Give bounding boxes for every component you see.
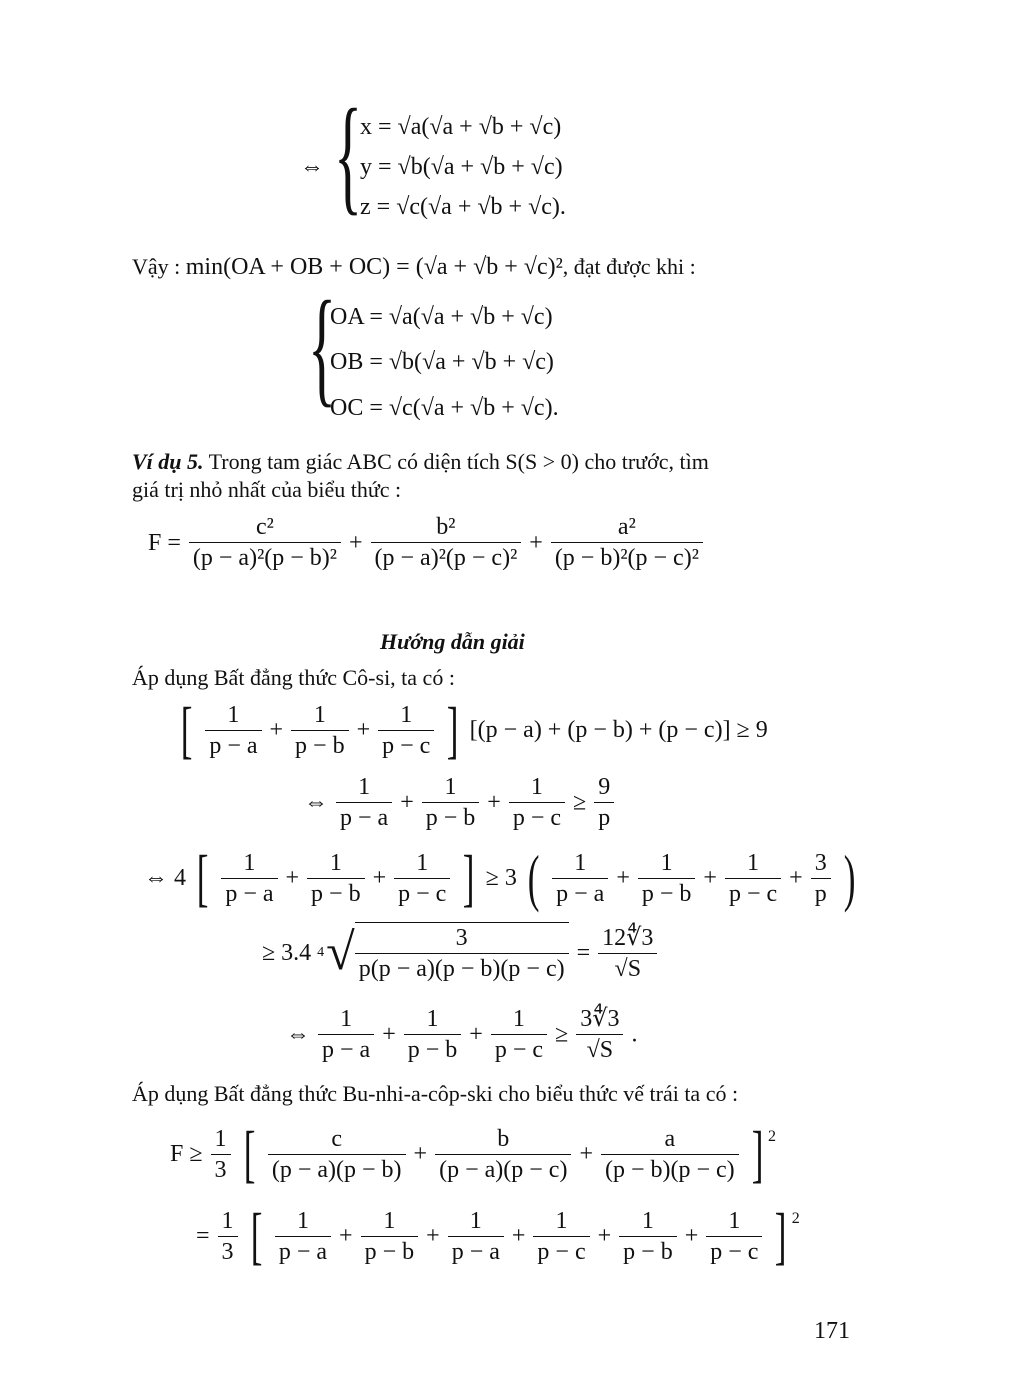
frac-num: 1	[307, 848, 365, 879]
frac-den: p − c	[537, 1238, 586, 1265]
frac-num: 3	[811, 848, 831, 879]
frac-1-pb	[638, 848, 696, 909]
frac-12-root3	[598, 923, 657, 984]
equivalence-arrow: ⇔	[286, 1021, 310, 1048]
frac-den: p − c	[710, 1238, 759, 1265]
frac-num: 1	[361, 1206, 419, 1237]
frac-3-p	[811, 848, 831, 909]
plus-sign: +	[348, 529, 363, 556]
f-term-3	[551, 512, 703, 573]
f-lhs: F =	[148, 529, 181, 556]
frac-den: p − b	[407, 1037, 458, 1063]
frac-num: 1	[394, 848, 450, 879]
frac-num: 1	[205, 700, 261, 731]
geq-sign: ≥	[573, 789, 587, 816]
frac-num: 1	[706, 1206, 762, 1237]
frac-num: 1	[448, 1206, 504, 1237]
frac-num: 1	[211, 1124, 231, 1155]
apply-bunyakovsky: Áp dụng Bất đẳng thức Bu-nhi-a-côp-ski cho biểu thức vế trái ta có :	[132, 1081, 739, 1106]
frac-1-pc	[378, 700, 434, 761]
f-term-1	[189, 512, 341, 573]
frac-den: p − a	[451, 1238, 500, 1265]
frac-1-pa	[205, 700, 261, 761]
frac-1-pb	[307, 848, 365, 909]
frac-den: (p − a)(p − c)	[439, 1156, 568, 1183]
term-4	[533, 1206, 589, 1267]
equivalence-arrow: ⇔	[304, 789, 328, 816]
plus-sign: +	[469, 1021, 483, 1048]
frac-1-pa	[318, 1004, 374, 1065]
plus-sign: +	[789, 865, 803, 891]
frac-num: 3	[355, 923, 569, 954]
system2-line-3: OC = √c(√a + √b + √c).	[330, 395, 559, 421]
ineq3-lhs: ⇔ 4	[144, 865, 186, 891]
frac-den: p − c	[512, 805, 562, 831]
example-label: Ví dụ 5.	[132, 449, 204, 474]
conclusion-formula: min(OA + OB + OC) = (√a + √b + √c)²	[185, 254, 563, 280]
plus-sign: +	[372, 865, 387, 891]
frac-den: √S	[586, 1037, 614, 1063]
frac-den: p − b	[623, 1238, 673, 1265]
example-line-1	[132, 448, 709, 476]
coef-one-third	[211, 1124, 231, 1185]
frac-num: a	[601, 1124, 739, 1155]
conclusion-suffix: , đạt được khi :	[562, 254, 696, 279]
f-term-1-den: (p − a)²(p − b)²	[192, 545, 337, 571]
left-paren: (	[527, 842, 540, 913]
inequality-5	[286, 1004, 637, 1065]
frac-1-pa	[221, 848, 277, 909]
geq-sign: ≥	[555, 1021, 569, 1048]
frac-den: √S	[614, 955, 642, 982]
term-1	[275, 1206, 331, 1267]
system2-line-2: OB = √b(√a + √b + √c)	[330, 349, 554, 375]
frac-num: 1	[378, 700, 434, 731]
frac-num: 1	[404, 1004, 462, 1035]
frac-den: p	[814, 880, 827, 907]
frac-den: p − b	[364, 1238, 415, 1265]
frac-den: p − b	[295, 732, 345, 759]
inequality-1-rest: [(p − a) + (p − b) + (p − c)] ≥ 9	[469, 717, 768, 743]
right-bracket: ]	[751, 1118, 764, 1189]
frac-num: 1	[509, 772, 565, 803]
frac-den: p − a	[556, 880, 605, 907]
inequality-3	[144, 842, 860, 913]
frac-1-pa	[552, 848, 608, 909]
radical-sign: √	[326, 924, 355, 981]
frac-1-pc	[491, 1004, 547, 1065]
frac-3-root3	[576, 1004, 623, 1065]
frac-num: 1	[552, 848, 608, 879]
equals-sign: =	[576, 940, 591, 966]
example-line-2: giá trị nhỏ nhất của biểu thức :	[132, 477, 402, 502]
plus-sign: +	[285, 865, 300, 891]
f-term-3-den: (p − b)²(p − c)²	[554, 545, 699, 571]
frac-num: 1	[638, 848, 696, 879]
system2-line-1: OA = √a(√a + √b + √c)	[330, 304, 553, 330]
left-brace-2: {	[308, 275, 337, 419]
ineq3-mid: ≥ 3	[485, 865, 517, 891]
frac-den: p	[598, 805, 611, 831]
coef-one-third	[218, 1206, 238, 1267]
ineq7-lhs: =	[196, 1223, 210, 1249]
frac-1-pc	[394, 848, 450, 909]
term-3	[448, 1206, 504, 1267]
ineq6-lhs: F ≥	[170, 1141, 203, 1167]
frac-num: 1	[291, 700, 349, 731]
plus-sign: +	[269, 717, 284, 743]
frac-num: 1	[336, 772, 392, 803]
left-bracket: [	[243, 1118, 256, 1189]
conclusion-prefix: Vậy :	[132, 254, 186, 279]
frac-den: (p − b)(p − c)	[604, 1156, 735, 1183]
frac-den: 3	[221, 1238, 234, 1265]
right-paren: )	[843, 842, 856, 913]
left-bracket: [	[250, 1200, 263, 1271]
frac-num: 1	[318, 1004, 374, 1035]
root-index: 4	[317, 945, 325, 960]
term-b	[435, 1124, 571, 1185]
frac-1-pa	[336, 772, 392, 833]
plus-sign: +	[616, 865, 630, 891]
plus-sign: +	[426, 1223, 440, 1249]
f-term-3-num: a²	[551, 512, 703, 543]
system1-line-2: y = √b(√a + √b + √c)	[360, 154, 563, 180]
frac-num: 9	[594, 772, 614, 803]
power: 2	[768, 1128, 776, 1145]
inequality-1	[176, 694, 768, 765]
page-number: 171	[814, 1318, 850, 1344]
inequality-7	[196, 1200, 800, 1271]
frac-den: p − b	[641, 880, 692, 907]
f-term-2	[371, 512, 522, 573]
frac-1-pb	[291, 700, 349, 761]
frac-num: 1	[725, 848, 781, 879]
frac-den: 3	[214, 1156, 227, 1183]
frac-1-pb	[404, 1004, 462, 1065]
frac-den: p − a	[340, 805, 389, 831]
inequality-6	[170, 1118, 776, 1189]
frac-num: 1	[533, 1206, 589, 1237]
frac-den: p − b	[311, 880, 361, 907]
term-5	[619, 1206, 677, 1267]
frac-1-pc	[509, 772, 565, 833]
plus-sign: +	[382, 1021, 396, 1048]
frac-num: c	[268, 1124, 406, 1155]
plus-sign: +	[339, 1223, 353, 1249]
ineq4-prefix: ≥ 3.4	[262, 940, 312, 966]
frac-den: p − a	[278, 1238, 328, 1265]
left-bracket: [	[196, 842, 209, 913]
plus-sign: +	[684, 1223, 699, 1249]
plus-sign: +	[579, 1141, 593, 1167]
term-2	[361, 1206, 419, 1267]
frac-den: p − c	[494, 1037, 544, 1063]
plus-sign: +	[356, 717, 371, 743]
frac-num: 1	[619, 1206, 677, 1237]
frac-num: 3∜3	[576, 1004, 623, 1035]
term-6	[706, 1206, 762, 1267]
frac-1-pc	[725, 848, 781, 909]
plus-sign: +	[529, 529, 543, 556]
frac-den: p − a	[209, 732, 258, 759]
plus-sign: +	[413, 1141, 428, 1167]
left-brace: {	[334, 83, 363, 227]
radicand-fraction	[355, 922, 569, 984]
frac-den: p − c	[728, 880, 778, 907]
f-definition	[148, 512, 705, 573]
f-term-2-num: b²	[371, 512, 522, 543]
power: 2	[791, 1210, 800, 1227]
example-text-1: Trong tam giác ABC có diện tích S(S > 0) cho trước, tìm	[203, 449, 709, 474]
frac-num: 12∜3	[598, 923, 657, 954]
left-bracket: [	[180, 694, 193, 765]
system1-line-3: z = √c(√a + √b + √c).	[360, 194, 566, 220]
period: .	[631, 1021, 638, 1048]
frac-den: p(p − a)(p − b)(p − c)	[358, 956, 565, 982]
plus-sign: +	[487, 789, 501, 816]
frac-1-pb	[422, 772, 480, 833]
frac-den: p − c	[398, 880, 447, 907]
frac-num: 1	[491, 1004, 547, 1035]
frac-num: 1	[218, 1206, 238, 1237]
frac-den: p − a	[225, 880, 274, 907]
plus-sign: +	[511, 1223, 526, 1249]
plus-sign: +	[597, 1223, 612, 1249]
frac-den: p − b	[425, 805, 476, 831]
plus-sign: +	[703, 865, 717, 891]
term-c	[268, 1124, 406, 1185]
right-bracket: ]	[463, 842, 475, 913]
inequality-2	[304, 772, 616, 833]
frac-den: p − c	[382, 732, 431, 759]
frac-num: b	[435, 1124, 571, 1155]
conclusion-line	[132, 252, 696, 282]
frac-den: (p − a)(p − b)	[271, 1156, 402, 1183]
system1-line-1: x = √a(√a + √b + √c)	[360, 114, 562, 140]
frac-9-p	[594, 772, 614, 833]
frac-num: 1	[221, 848, 277, 879]
inequality-4	[262, 922, 659, 984]
frac-den: p − a	[322, 1037, 371, 1063]
f-term-1-num: c²	[189, 512, 341, 543]
plus-sign: +	[400, 789, 414, 816]
term-a	[601, 1124, 739, 1185]
f-term-2-den: (p − a)²(p − c)²	[374, 545, 518, 571]
frac-num: 1	[275, 1206, 331, 1237]
solution-heading: Hướng dẫn giải	[380, 629, 525, 654]
right-bracket: ]	[775, 1200, 787, 1271]
frac-num: 1	[422, 772, 480, 803]
apply-cauchy: Áp dụng Bất đẳng thức Cô-si, ta có :	[132, 665, 455, 690]
right-bracket: ]	[447, 694, 459, 765]
equivalence-arrow: ⇔	[300, 154, 324, 180]
